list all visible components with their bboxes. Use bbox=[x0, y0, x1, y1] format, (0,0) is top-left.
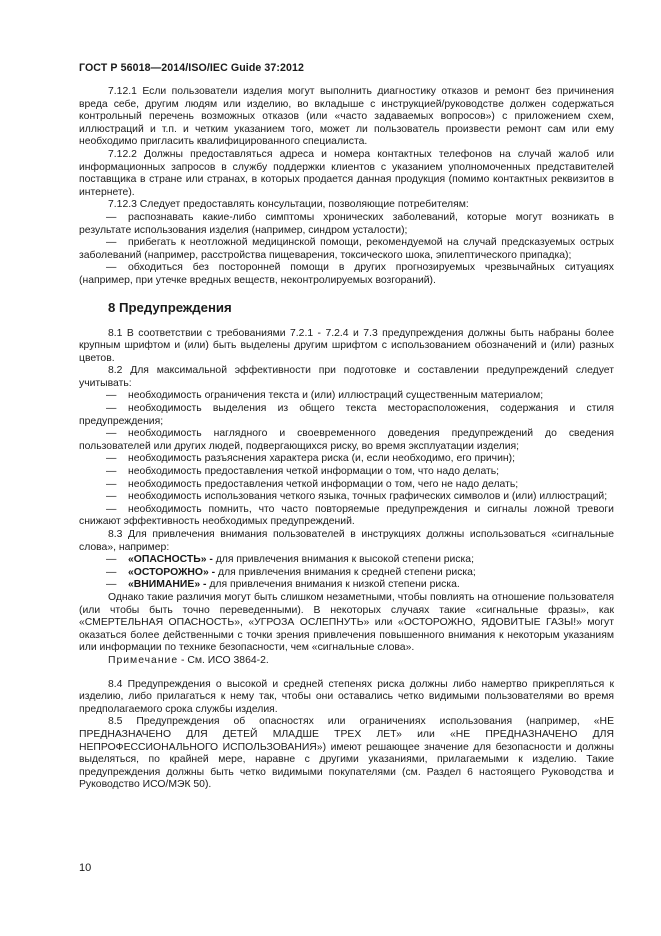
clause-8-1: 8.1 В соответствии с требованиями 7.2.1 - 7.2.4 и 7.3 предупреждения должны быть набраны более крупным шрифтом и (или) быть выделены другим шрифтом с использованием обозначений и (или) разных цветов. bbox=[79, 327, 614, 364]
dash-marker: — bbox=[106, 579, 117, 591]
document-header: ГОСТ Р 56018—2014/ISO/IEC Guide 37:2012 bbox=[79, 62, 305, 74]
dash-marker: — bbox=[106, 478, 117, 490]
clause-7-12-1: 7.12.1 Если пользователи изделия могут выполнить диагностику отказов и ремонт без причинения вреда себе, другим людям или изделию, во вкладыше с инструкцией/руководстве должен содержаться контрольный перечень возможных отказов (или «часто задаваемых вопросов») с приложением схем, иллюстраций и т.п. и четким указанием того, может ли пользователь произвести ремонт сам или ему необходимо пригласить квалифицированного специалиста. bbox=[79, 86, 614, 148]
dash-marker: — bbox=[106, 390, 117, 402]
dash-marker: — bbox=[106, 453, 117, 465]
clause-8-5: 8.5 Предупреждения об опасностях или ограничениях использования (например, «НЕ ПРЕДНАЗНАЧЕНО ДЛЯ ДЕТЕЙ МЛАДШЕ ТРЕХ ЛЕТ» или «НЕ ПРЕДНАЗНАЧЕНО ДЛЯ НЕПРОФЕССИОНАЛЬНОГО ИСПОЛЬЗОВАНИЯ») имеют решающее значение для безопасности и должны выделяться, по крайней мере, наравне с другими указаниями, прилагаемыми к изделию. Такие предупреждения должны быть четко видимыми покупателями (см. Раздел 6 настоящего Руководства и Руководство ИСО/МЭК 50). bbox=[79, 716, 614, 791]
dash-marker: — bbox=[106, 428, 117, 440]
list-item: — необходимость предоставления четкой информации о том, чего не надо делать; bbox=[106, 478, 519, 490]
dash-marker: — bbox=[106, 466, 117, 478]
clause-8-4: 8.4 Предупреждения о высокой и средней степенях риска должны либо намертво прикрепляться к изделию, либо прилагаться к нему так, чтобы они оставались четко видимыми пользователями во время предполагаемого срока службы изделия. bbox=[79, 678, 614, 715]
signal-word: «ОПАСНОСТЬ» - bbox=[128, 554, 213, 566]
dash-marker: — bbox=[106, 237, 117, 249]
note-label: Примечание bbox=[108, 654, 179, 666]
dash-marker: — bbox=[106, 262, 117, 274]
list-item: — обходиться без посторонней помощи в других прогнозируемых чрезвычайных ситуациях (например, при утечке вредных веществ, неконтролируемых возгораний). bbox=[79, 262, 614, 286]
list-item: — необходимость помнить, что часто повторяемые предупреждения и сигналы ложной тревоги снижают эффективность необходимых предупреждений. bbox=[79, 503, 614, 528]
dash-marker: — bbox=[106, 211, 117, 223]
clause-8-3-continuation: Однако такие различия могут быть слишком незаметными, чтобы повлиять на отношение пользователя (или чтобы быть точно переведенными). В некоторых случаях такие «сигнальные фразы», как «СМЕРТЕЛЬНАЯ ОПАСНОСТЬ», «УГРОЗА ОСЛЕПНУТЬ» или «ОСТОРОЖНО, ЯДОВИТЫЕ ГАЗЫ!» могут оказаться более действенными с точки зрения привлечения повышенного внимания к некоторым указаниям или информации по технике безопасности, чем «сигнальные слова». bbox=[79, 591, 614, 654]
list-item: — прибегать к неотложной медицинской помощи, рекомендуемой на случай предсказуемых острых заболеваний (например, расстройства пищеварения, токсического шока, эпилептического припадка); bbox=[79, 237, 614, 261]
list-item: — необходимость ограничения текста и (или) иллюстраций существенным материалом; bbox=[106, 390, 544, 402]
clause-7-12-3: 7.12.3 Следует предоставлять консультации, позволяющие потребителям: bbox=[108, 199, 469, 211]
clause-8-3: 8.3 Для привлечения внимания пользователей в инструкциях должны использоваться «сигнальные слова», например: bbox=[79, 529, 614, 553]
dash-marker: — bbox=[106, 503, 117, 515]
dash-marker: — bbox=[106, 554, 117, 566]
signal-word-item: — «ВНИМАНИЕ» - для привлечения внимания к низкой степени риска. bbox=[106, 579, 460, 591]
dash-marker: — bbox=[106, 491, 117, 503]
signal-word-item: — «ОСТОРОЖНО» - для привлечения внимания к средней степени риска; bbox=[106, 566, 476, 578]
page-number: 10 bbox=[79, 862, 92, 874]
spacer bbox=[79, 668, 614, 679]
signal-word: «ОСТОРОЖНО» - bbox=[128, 566, 216, 578]
list-item: — необходимость предоставления четкой информации о том, что надо делать; bbox=[106, 466, 500, 478]
note: Примечание - См. ИСО 3864-2. bbox=[108, 654, 269, 666]
list-item: — необходимость использования четкого языка, точных графических символов и (или) иллюстраций; bbox=[106, 491, 608, 503]
section-title: 8 Предупреждения bbox=[108, 299, 232, 315]
signal-word-item: — «ОПАСНОСТЬ» - для привлечения внимания к высокой степени риска; bbox=[106, 554, 474, 566]
list-item: — распознавать какие-либо симптомы хронических заболеваний, которые могут возникать в результате использования изделия (например, синдром усталости); bbox=[79, 211, 614, 236]
document-body bbox=[79, 86, 614, 792]
dash-marker: — bbox=[106, 403, 117, 415]
clause-7-12-2: 7.12.2 Должны предоставляться адреса и номера контактных телефонов на случай жалоб или информационных запросов в службу поддержки клиентов с указанием уполномоченных представителей поставщика в стране или странах, в которых продается данная продукция (помимо контактных реквизитов в интернете). bbox=[79, 148, 614, 198]
list-item: — необходимость наглядного и своевременного доведения предупреждений до сведения пользователей или других людей, подвергающихся риску, во время эксплуатации изделия; bbox=[79, 428, 614, 452]
dash-marker: — bbox=[106, 566, 117, 578]
list-item: — необходимость разъяснения характера риска (и, если необходимо, его причин); bbox=[106, 453, 515, 465]
signal-word: «ВНИМАНИЕ» - bbox=[128, 579, 207, 591]
clause-8-2: 8.2 Для максимальной эффективности при подготовке и составлении предупреждений следует учитывать: bbox=[79, 365, 614, 389]
list-item: — необходимость выделения из общего текста месторасположения, содержания и стиля предупреждения; bbox=[79, 403, 614, 427]
